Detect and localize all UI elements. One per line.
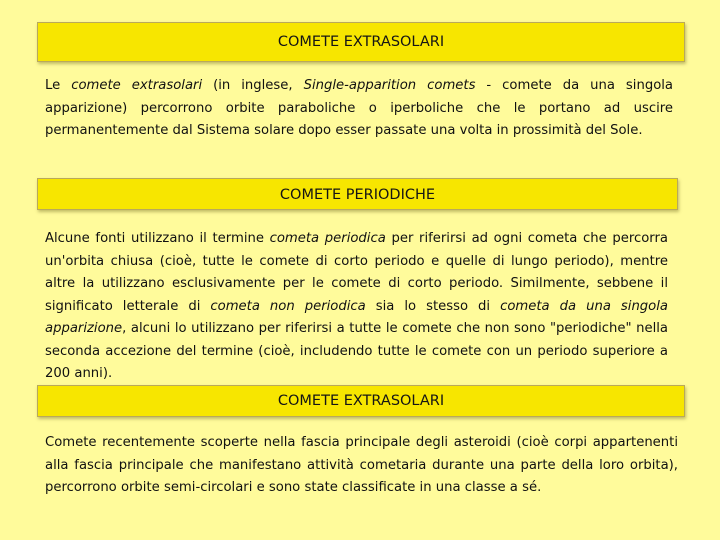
paragraph-italic-term: comete extrasolari (71, 78, 203, 93)
section-heading-extrasolar-2: COMETE EXTRASOLARI (37, 385, 685, 417)
paragraph-text: (in inglese, (202, 78, 304, 93)
paragraph-italic-term: cometa periodica (269, 231, 386, 246)
paragraph-text: Alcune fonti utilizzano il termine (45, 231, 270, 246)
paragraph-italic-term: cometa da una singola apparizione (45, 298, 668, 336)
paragraph-main-belt (45, 432, 678, 500)
paragraph-text: , alcuni lo utilizzano per riferirsi a tutte le comete che non sono "periodiche" nella seconda accezione del termine (cioè, includendo tutte le comete con un periodo superiore a 200 anni). (45, 321, 668, 381)
paragraph-text: per riferirsi ad ogni cometa che percorra un'orbita chiusa (cioè, tutte le comete di corto periodo e quelle di lungo periodo), mentre altre la utilizzano esclusivamente per le comete di corto periodo. Similmente, sebbene il significato letterale di (45, 231, 668, 314)
paragraph-text: - comete da una singola apparizione) percorrono orbite paraboliche o iperboliche che le portano ad uscire permanentemente dal Sistema solare dopo esser passate una volta in prossimità del Sole. (45, 78, 674, 138)
section-heading-extrasolar: COMETE EXTRASOLARI (37, 22, 685, 62)
paragraph-extrasolar (45, 75, 673, 143)
paragraph-periodic (45, 228, 668, 386)
paragraph-italic-term: cometa non periodica (210, 298, 366, 314)
paragraph-italic-term: Single-apparition comets (303, 78, 476, 93)
paragraph-text: sia lo stesso di (365, 298, 501, 314)
paragraph-text: Le (45, 78, 72, 93)
paragraph-text: Comete recentemente scoperte nella fascia principale degli asteroidi (cioè corpi appartenenti alla fascia principale che manifestano attività cometaria durante una parte della loro orbita), percorrono orbite semi-circolari e sono state classificate in una classe a sé. (45, 435, 678, 495)
section-heading-periodic: COMETE PERIODICHE (37, 178, 678, 210)
